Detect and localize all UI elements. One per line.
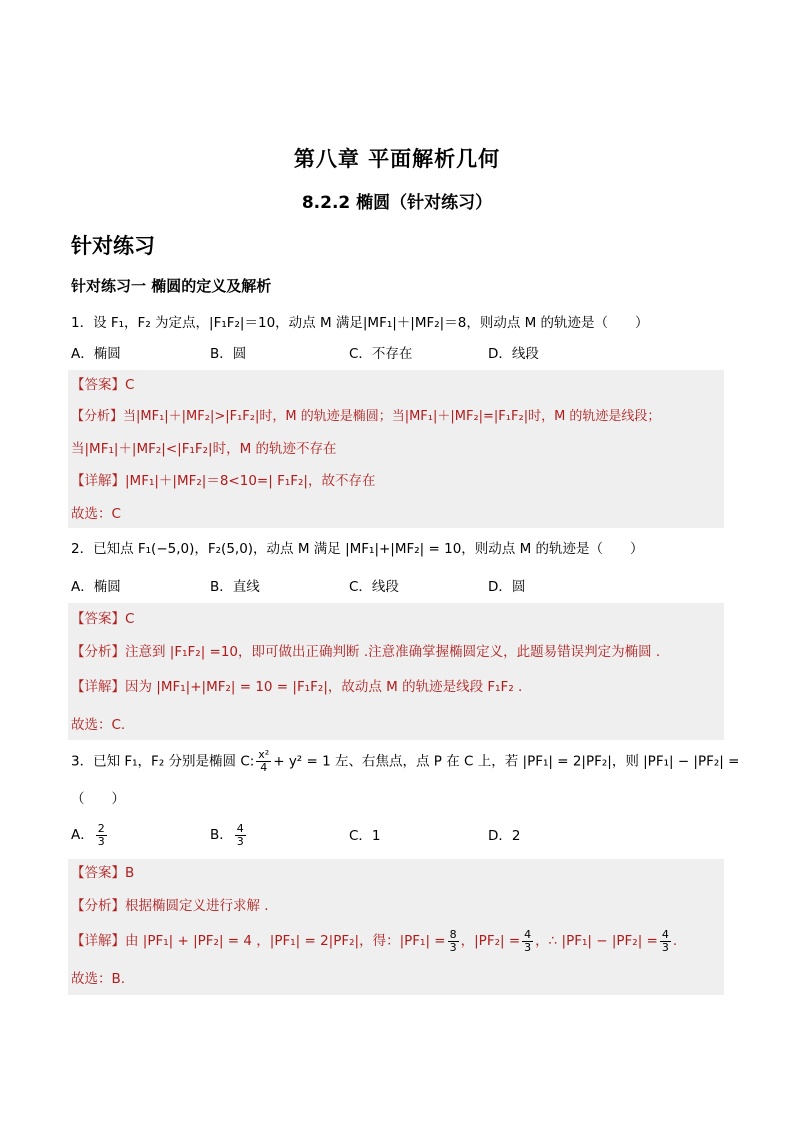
q3-detail-frac1-num: 8 [449,927,457,941]
q3-option-b-label: B． [210,827,233,843]
q3-option-a-den: 3 [97,834,105,848]
q3-stem-post: + y² = 1 左、右焦点，点 P 在 C 上，若 |PF₁| = 2|PF₂|，则 |PF₁| − |PF₂| = [273,753,740,770]
q3-detail-frac3 [660,929,671,954]
q3-detail-frac2-den: 3 [524,940,532,954]
q2-analysis: 【分析】注意到 |F₁F₂| =10，即可做出正确判断 .注意准确掌握椭圆定义，此题易错误判定为椭圆 . [71,644,661,660]
chapter-title: 第八章 平面解析几何 [293,147,501,171]
q3-detail-frac3-den: 3 [661,940,669,954]
q2-option-a: A．椭圆 [71,579,121,595]
q1-option-b: B．圆 [210,346,247,362]
q1-stem: 1．设 F₁，F₂ 为定点，|F₁F₂|＝10，动点 M 满足|MF₁|＋|MF₂|＝8，则动点 M 的轨迹是（ ） [71,315,649,331]
sub-heading: 针对练习一 椭圆的定义及解析 [71,277,272,295]
q3-detail-frac1 [448,929,459,954]
q1-analysis-line1: 【分析】当|MF₁|＋|MF₂|>|F₁F₂|时，M 的轨迹是椭圆；当|MF₁|＋|MF₂|=|F₁F₂|时，M 的轨迹是线段； [71,409,661,424]
q1-answer: 【答案】C [71,377,135,393]
q2-solution-block [68,603,724,740]
q1-detail: 【详解】|MF₁|＋|MF₂|＝8<10=| F₁F₂|，故不存在 [71,473,376,489]
q3-stem-line2: （ ） [71,791,125,807]
q3-detail-mid2: ，∴ |PF₁| − |PF₂| = [535,933,658,949]
q2-option-c: C．线段 [349,579,399,595]
q3-option-a-label: A． [71,827,94,843]
q3-ellipse-fraction [256,749,271,774]
q3-detail-mid1: ，|PF₂| = [460,933,521,949]
q2-answer: 【答案】C [71,611,135,627]
q3-frac-den: 4 [260,761,268,774]
q3-stem-pre: 3．已知 F₁，F₂ 分别是椭圆 C: [71,753,255,770]
q3-option-a [71,822,109,848]
practice-heading: 针对练习 [71,234,155,258]
q1-option-d: D．线段 [488,346,539,362]
q3-option-c: C．1 [349,828,381,844]
q3-option-b-den: 3 [236,834,244,848]
q3-option-a-fraction [96,823,107,848]
section-title: 8.2.2 椭圆（针对练习） [301,193,493,213]
q1-option-a: A．椭圆 [71,346,121,362]
q1-analysis-line2: 当|MF₁|＋|MF₂|<|F₁F₂|时，M 的轨迹不存在 [71,441,337,457]
q3-detail-frac1-den: 3 [449,940,457,954]
q3-stem [71,749,739,774]
q1-option-c: C．不存在 [349,346,413,362]
q3-detail-frac2 [522,929,533,954]
q2-stem: 2．已知点 F₁(−5,0)，F₂(5,0)，动点 M 满足 |MF₁|+|MF₂| = 10，则动点 M 的轨迹是（ ） [71,541,644,557]
q3-detail-pre: 【详解】由 |PF₁| + |PF₂| = 4 ，|PF₁| = 2|PF₂|，得：|PF₁| = [71,933,446,949]
q3-option-d: D．2 [488,828,521,844]
q2-detail: 【详解】因为 |MF₁|+|MF₂| = 10 = |F₁F₂|，故动点 M 的轨迹是线段 F₁F₂ . [71,679,523,695]
q3-option-a-num: 2 [97,821,105,835]
q3-detail-frac3-num: 4 [661,927,669,941]
q3-answer: 【答案】B [71,865,135,881]
q2-option-b: B．直线 [210,579,260,595]
q3-option-b-fraction [235,823,246,848]
q2-option-d: D．圆 [488,579,526,595]
q3-detail-end: . [672,933,678,949]
q3-choose: 故选：B. [71,971,126,987]
q2-choose: 故选：C. [71,717,126,733]
q1-choose: 故选：C [71,506,121,522]
q3-detail [71,927,677,955]
q3-analysis: 【分析】根据椭圆定义进行求解 . [71,898,269,914]
q3-option-b-num: 4 [236,821,244,835]
q3-frac-num: x² [258,748,270,761]
q3-detail-frac2-num: 4 [524,927,532,941]
q3-option-b [210,822,248,848]
